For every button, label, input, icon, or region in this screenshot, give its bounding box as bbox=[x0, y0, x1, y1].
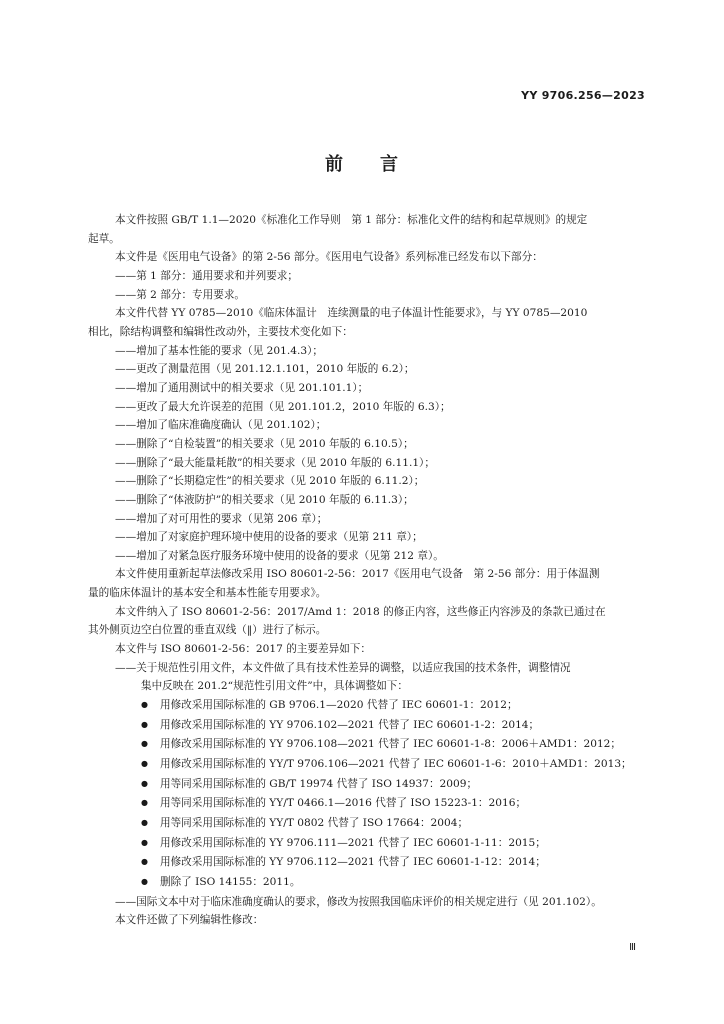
paragraph-line: 量的临床体温计的基本安全和基本性能专用要求》。 bbox=[88, 587, 327, 600]
bullet-item: ● 用修改采用国际标准的 YY/T 9706.106—2021 代替了 IEC 60601-1-6：2010＋AMD1：2013； bbox=[88, 755, 648, 775]
dash-list-item: ——更改了最大允许误差的范围（见 201.101.2，2010 年版的 6.3）； bbox=[115, 400, 451, 413]
dash-list-item: ——删除了“最大能量耗散”的相关要求（见 2010 年版的 6.11.1）； bbox=[115, 456, 435, 469]
bullet-item: ● 用修改采用国际标准的 YY 9706.108—2021 代替了 IEC 60601-1-8：2006＋AMD1：2012； bbox=[88, 735, 648, 755]
bullet-item: ● 用等同采用国际标准的 YY/T 0466.1—2016 代替了 ISO 15223-1：2016； bbox=[88, 794, 648, 814]
dash-list-item: ——第 2 部分：专用要求。 bbox=[115, 288, 246, 301]
dash-list-item: ——关于规范性引用文件，本文件做了具有技术性差异的调整，以适应我国的技术条件，调整情况 bbox=[115, 661, 571, 674]
dash-list-item: ——增加了基本性能的要求（见 201.4.3）； bbox=[115, 344, 324, 357]
dash-list-item: ——增加了对可用性的要求（见第 206 章）； bbox=[115, 512, 328, 525]
dash-list-item: ——第 1 部分：通用要求和并列要求； bbox=[115, 269, 298, 282]
dash-list-item: ——增加了临床准确度确认（见 201.102）； bbox=[115, 419, 327, 432]
dash-list-item: ——增加了对紧急医疗服务环境中使用的设备的要求（见第 212 章）。 bbox=[115, 549, 444, 562]
page-title bbox=[0, 150, 724, 176]
paragraph-line: 本文件纳入了 ISO 80601-2-56：2017/Amd 1：2018 的修正内容，这些修正内容涉及的条款已通过在 bbox=[115, 605, 606, 618]
dash-list-item: ——更改了测量范围（见 201.12.1.101，2010 年版的 6.2）； bbox=[115, 363, 415, 376]
paragraph-line: 起草。 bbox=[88, 232, 120, 245]
dash-list-item: ——国际文本中对于临床准确度确认的要求，修改为按照我国临床评价的相关规定进行（见 201.102）。 bbox=[115, 895, 602, 908]
page-number: Ⅲ bbox=[629, 942, 636, 953]
paragraph-line: 相比，除结构调整和编辑性改动外，主要技术变化如下： bbox=[88, 325, 353, 338]
paragraph-line: 本文件按照 GB/T 1.1—2020《标准化工作导则 第 1 部分：标准化文件的结构和起草规则》的规定 bbox=[115, 214, 588, 226]
bullet-item: ● 用修改采用国际标准的 GB 9706.1—2020 代替了 IEC 60601-1：2012； bbox=[88, 696, 648, 716]
paragraph-line: 其外侧页边空白位置的垂直双线（‖）进行了标示。 bbox=[88, 624, 327, 637]
standard-code: YY 9706.256—2023 bbox=[521, 89, 645, 102]
paragraph-line: 本文件代替 YY 0785—2010《临床体温计 连续测量的电子体温计性能要求》，与 YY 0785—2010 bbox=[115, 307, 588, 320]
dash-list-item: ——增加了通用测试中的相关要求（见 201.101.1）； bbox=[115, 381, 369, 394]
paragraph-line: 本文件是《医用电气设备》的第 2-56 部分。《医用电气设备》系列标准已经发布以下部分： bbox=[115, 251, 543, 264]
bullet-item: ● 删除了 ISO 14155：2011。 bbox=[88, 873, 648, 893]
paragraph-line: 本文件与 ISO 80601-2-56：2017 的主要差异如下： bbox=[115, 643, 371, 656]
paragraph-line: 本文件还做了下列编辑性修改： bbox=[115, 914, 264, 927]
bullet-item: ● 用修改采用国际标准的 YY 9706.111—2021 代替了 IEC 60601-1-11：2015； bbox=[88, 834, 648, 854]
dash-list-item: ——增加了对家庭护理环境中使用的设备的要求（见第 211 章）； bbox=[115, 531, 423, 544]
dash-list-item: ——删除了“体液防护”的相关要求（见 2010 年版的 6.11.3）； bbox=[115, 493, 414, 506]
title-char-right: 言 bbox=[380, 154, 399, 175]
paragraph-line: 本文件使用重新起草法修改采用 ISO 80601-2-56：2017《医用电气设备 第 2-56 部分：用于体温测 bbox=[115, 568, 600, 581]
dash-list-item: ——删除了“长期稳定性”的相关要求（见 2010 年版的 6.11.2）； bbox=[115, 475, 425, 488]
bullet-item: ● 用等同采用国际标准的 YY/T 0802 代替了 ISO 17664：2004； bbox=[88, 814, 648, 834]
bullet-item: ● 用等同采用国际标准的 GB/T 19974 代替了 ISO 14937：2009； bbox=[88, 775, 648, 795]
document-body bbox=[88, 211, 648, 930]
bullet-item: ● 用修改采用国际标准的 YY 9706.112—2021 代替了 IEC 60601-1-12：2014； bbox=[88, 853, 648, 873]
dash-list-item: ——删除了“自检装置”的相关要求（见 2010 年版的 6.10.5）； bbox=[115, 437, 414, 450]
title-char-left: 前 bbox=[325, 154, 344, 175]
dash-list-item: 集中反映在 201.2“规范性引用文件”中，具体调整如下： bbox=[141, 680, 408, 693]
bullet-item: ● 用修改采用国际标准的 YY 9706.102—2021 代替了 IEC 60601-1-2：2014； bbox=[88, 716, 648, 736]
